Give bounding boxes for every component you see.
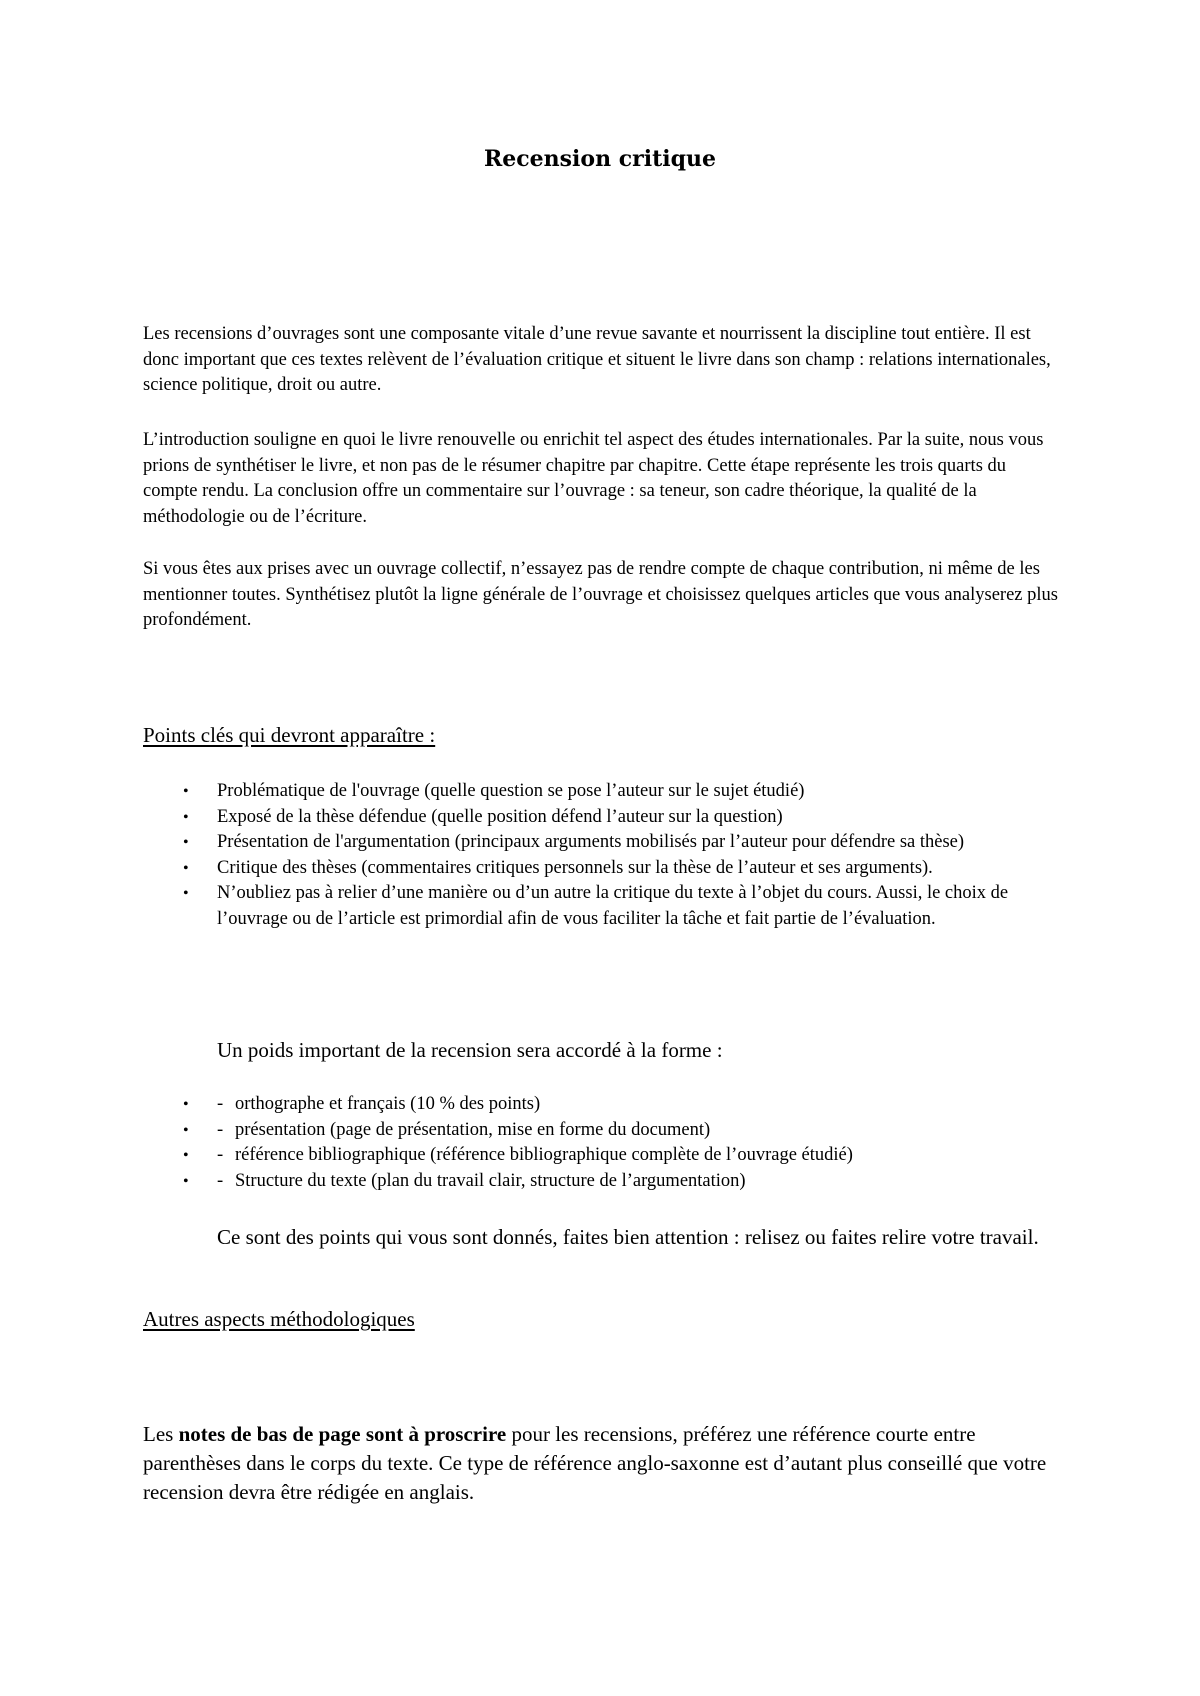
- bullet-icon: •: [183, 859, 189, 877]
- list-item-text: Exposé de la thèse défendue (quelle position défend l’auteur sur la question): [217, 806, 783, 827]
- list-item: [143, 1143, 1063, 1169]
- bullet-icon: •: [183, 885, 189, 902]
- bullet-icon: •: [183, 1096, 189, 1113]
- list-item: [143, 856, 1063, 882]
- form-criteria-list: [143, 1092, 1063, 1194]
- dash-marker: -: [217, 1145, 224, 1165]
- bullet-icon: •: [183, 808, 189, 826]
- bullet-icon: •: [183, 1121, 189, 1139]
- list-item-text: présentation (page de présentation, mise en forme du document): [235, 1119, 711, 1140]
- list-item: [143, 1092, 1063, 1118]
- list-item: [143, 881, 1063, 932]
- document-title: Recension critique: [484, 146, 716, 172]
- methodology-prefix: Les: [143, 1422, 179, 1446]
- list-item: [143, 779, 1063, 805]
- list-item: [143, 805, 1063, 831]
- intro-paragraph-3: Si vous êtes aux prises avec un ouvrage collectif, n’essayez pas de rendre compte de chaque contribution, ni même de les mentionner toutes. Synthétisez plutôt la ligne générale de l’ouvrage et choisissez quelques articles que vous analyserez plus profondément.: [143, 559, 1058, 630]
- dash-marker: -: [217, 1170, 224, 1191]
- list-item-text: Problématique de l'ouvrage (quelle question se pose l’auteur sur le sujet étudié): [217, 781, 805, 801]
- list-item-text: orthographe et français (10 % des points): [235, 1094, 541, 1114]
- form-note: Un poids important de la recension sera accordé à la forme :: [217, 1038, 723, 1062]
- bullet-icon: •: [183, 834, 189, 851]
- list-item-text: référence bibliographique (référence bibliographique complète de l’ouvrage étudié): [235, 1145, 853, 1165]
- closing-note: Ce sont des points qui vous sont donnés, faites bien attention : relisez ou faites relire votre travail.: [217, 1225, 1039, 1249]
- bullet-icon: •: [183, 1172, 189, 1190]
- list-item: [143, 1169, 1063, 1195]
- list-item-text: Structure du texte (plan du travail clair, structure de l’argumentation): [235, 1170, 746, 1191]
- methodology-bold-text: notes de bas de page sont à proscrire: [178, 1422, 507, 1446]
- dash-marker: -: [217, 1094, 224, 1114]
- methodology-paragraph: [143, 1420, 1073, 1507]
- bullet-icon: •: [183, 1147, 189, 1164]
- intro-paragraph-1: Les recensions d’ouvrages sont une composante vitale d’une revue savante et nourrissent la discipline tout entière. Il est donc important que ces textes relèvent de l’évaluation critique et situent le livre dans son champ : relations internationales, science politique, droit ou autre.: [143, 324, 1051, 395]
- list-item: [143, 830, 1063, 856]
- dash-marker: -: [217, 1119, 224, 1140]
- key-points-list: [143, 779, 1063, 932]
- key-points-heading: Points clés qui devront apparaître :: [143, 723, 436, 747]
- list-item-text: Critique des thèses (commentaires critiques personnels sur la thèse de l’auteur et ses arguments).: [217, 857, 933, 878]
- list-item: [143, 1118, 1063, 1144]
- list-item-text: Présentation de l'argumentation (principaux arguments mobilisés par l’auteur pour défendre sa thèse): [217, 832, 965, 852]
- methodology-suffix: pour les recensions, préférez une référence courte entre parenthèses dans le corps du texte. Ce type de référence anglo-saxonne est d’autant plus conseillé que votre recension devra être rédigée en anglais.: [143, 1422, 1047, 1504]
- methodology-heading: Autres aspects méthodologiques: [143, 1307, 415, 1331]
- bullet-icon: •: [183, 783, 189, 800]
- list-item-text: N’oubliez pas à relier d’une manière ou d’un autre la critique du texte à l’objet du cours. Aussi, le choix de l’ouvrage ou de l’article est primordial afin de vous faciliter la tâche et fait partie de l’évaluation.: [217, 883, 1009, 929]
- intro-paragraph-2: L’introduction souligne en quoi le livre renouvelle ou enrichit tel aspect des études internationales. Par la suite, nous vous prions de synthétiser le livre, et non pas de le résumer chapitre par chapitre. Cette étape représente les trois quarts du compte rendu. La conclusion offre un commentaire sur l’ouvrage : sa teneur, son cadre théorique, la qualité de la méthodologie ou de l’écriture.: [143, 430, 1044, 527]
